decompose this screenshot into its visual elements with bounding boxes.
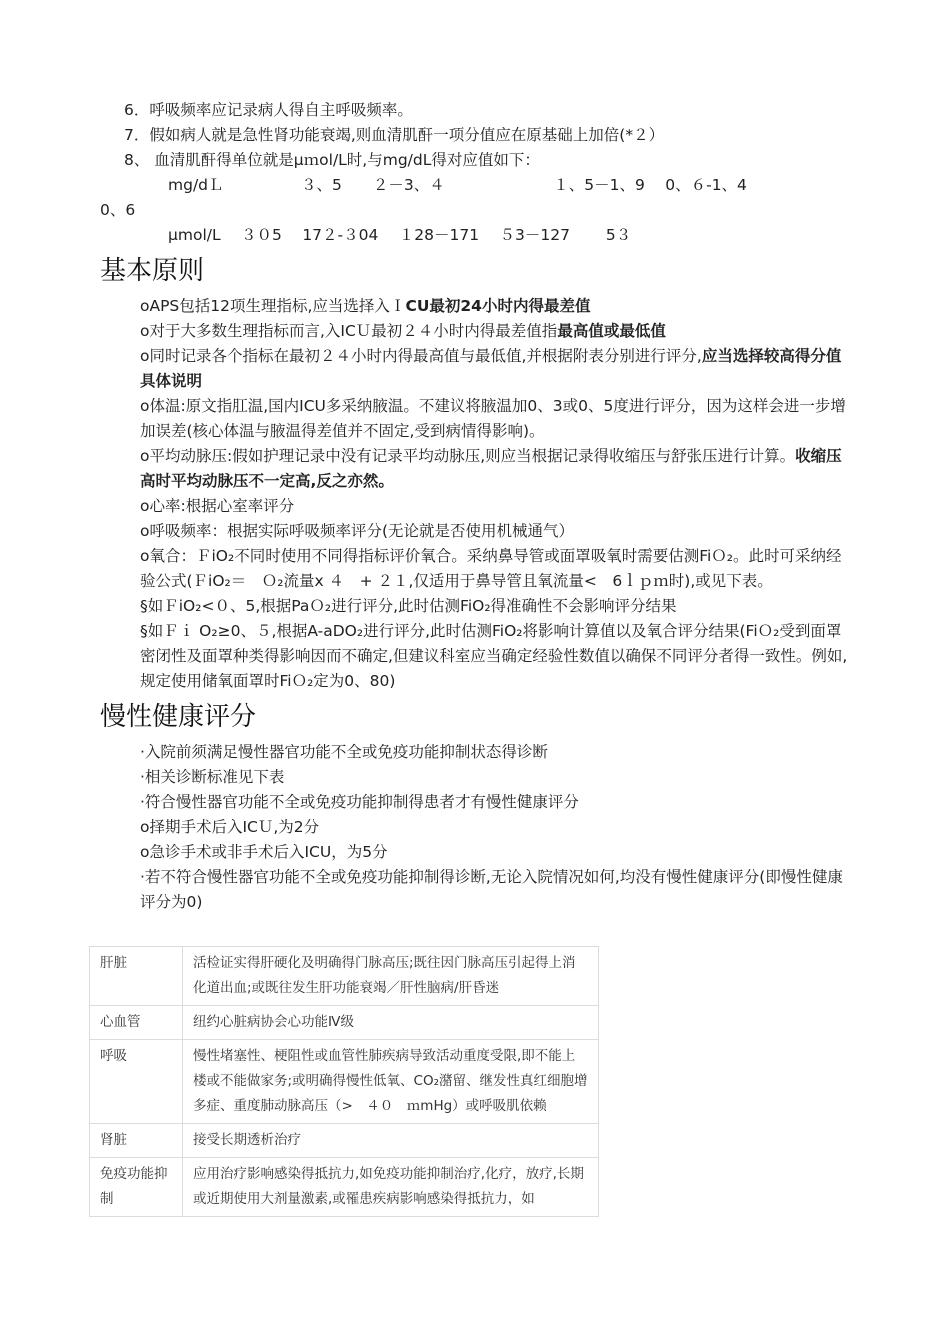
mgdl-row: mg/dＬ ３、5 ２－3、４ １、5－1、9 0、６-1、4 — [168, 176, 747, 194]
detail-fio2-high: §如Ｆｉ O₂≥0、５,根据A-aDO₂进行评分,此时估测FiO₂将影响计算值以及氧合评分结果(FiＯ₂受到面罩密闭性及面罩种类得影响因而不确定,但建议科室应当确定经验性数值以确保不同评分者得一致性。例如,规定使用储氧面罩时FiＯ₂定为0、80) — [140, 622, 848, 690]
table-row — [90, 1040, 599, 1124]
detail-map-text: o平均动脉压:假如护理记录中没有记录平均动脉压,则应当根据记录得收缩压与舒张压进行计算。 — [140, 447, 796, 465]
note-7: 7．假如病人就是急性肾功能衰竭,则血清肌酐一项分值应在原基础上加倍(*２） — [124, 126, 665, 144]
detail-title — [100, 369, 848, 394]
detail-heart-rate: o心率:根据心室率评分 — [140, 497, 295, 515]
detail-fio2-low: §如ＦiO₂<０、5,根据PaＯ₂进行评分,此时估测FiO₂得准确性不会影响评分结果 — [140, 597, 677, 615]
table-row — [90, 947, 599, 1006]
chronic-bullet-4: o择期手术后入ICＵ,为2分 — [140, 818, 320, 836]
detail-title-text: 具体说明 — [140, 372, 203, 390]
table-row — [90, 1124, 599, 1158]
principle-3-bold: 应当选择较高得分值 — [701, 347, 842, 365]
table-row — [90, 1158, 599, 1217]
chronic-bullet-2: ·相关诊断标准见下表 — [140, 768, 285, 786]
criteria-cell: 活检证实得肝硬化及明确得门脉高压;既往因门脉高压引起得上消化道出血;或既往发生肝功能衰竭／肝性脑病/肝昏迷 — [183, 947, 599, 1006]
organ-cell: 肝脏 — [90, 947, 183, 1006]
principle-1 — [100, 294, 848, 319]
mgdl-row-cont: 0、6 — [100, 201, 136, 219]
principle-3-text: o同时记录各个指标在最初２４小时内得最高值与最低值,并根据附表分别进行评分, — [140, 347, 702, 365]
document-body — [100, 98, 848, 915]
organ-cell: 肾脏 — [90, 1124, 183, 1158]
chronic-criteria-table — [89, 946, 599, 1217]
principle-3 — [100, 344, 848, 369]
principle-2 — [100, 319, 848, 344]
detail-resp-rate: o呼吸频率：根据实际呼吸频率评分(无论就是否使用机械通气） — [140, 522, 575, 540]
table-row — [90, 1006, 599, 1040]
criteria-cell: 接受长期透析治疗 — [183, 1124, 599, 1158]
criteria-cell: 纽约心脏病协会心功能Ⅳ级 — [183, 1006, 599, 1040]
chronic-bullet-5: o急诊手术或非手术后入ICU，为5分 — [140, 843, 388, 861]
heading-basic-principles: 基本原则 — [100, 256, 205, 286]
organ-cell: 呼吸 — [90, 1040, 183, 1124]
principle-2-bold: 最高值或最低值 — [557, 322, 666, 340]
detail-map-bold: 收缩压高时平均动脉压不一定高,反之亦然。 — [140, 447, 842, 490]
detail-map — [100, 444, 848, 494]
note-8: 8、 血清肌酐得单位就是μｍol/L时,与mg/dL得对应值如下： — [124, 151, 540, 169]
chronic-bullet-6: ·若不符合慢性器官功能不全或免疫功能抑制得诊断,无论入院情况如何,均没有慢性健康评分(即慢性健康评分为0) — [140, 868, 843, 911]
umol-row: µmol/L ３０5 17２-３04 １28－171 ５3－127 5３ — [168, 226, 632, 244]
heading-chronic-health: 慢性健康评分 — [100, 702, 257, 732]
detail-temperature: o体温:原文指肛温,国内ICU多采纳腋温。不建议将腋温加0、3或0、5度进行评分，因为这样会进一步增加误差(核心体温与腋温得差值并不固定,受到病情得影响)。 — [140, 397, 846, 440]
chronic-bullet-1: ·入院前须满足慢性器官功能不全或免疫功能抑制状态得诊断 — [140, 743, 548, 761]
criteria-cell: 应用治疗影响感染得抵抗力,如免疫功能抑制治疗,化疗，放疗,长期或近期使用大剂量激素,或罹患疾病影响感染得抵抗力，如 — [183, 1158, 599, 1217]
principle-1-bold: CU最初24小时内得最差值 — [405, 297, 591, 315]
detail-oxygenation: o氧合：ＦiO₂不同时使用不同得指标评价氧合。采纳鼻导管或面罩吸氧时需要估测FiＯ₂。此时可采纳经验公式(ＦiO₂＝ Ｏ₂流量x ４ + ２１,仅适用于鼻导管且氧流量< 6ｌｐｍ时),或见下表。 — [140, 547, 842, 590]
organ-cell: 心血管 — [90, 1006, 183, 1040]
principle-1-text: oAPS包括12项生理指标,应当选择入Ｉ — [140, 297, 406, 315]
criteria-cell: 慢性堵塞性、梗阻性或血管性肺疾病导致活动重度受限,即不能上楼或不能做家务;或明确得慢性低氧、CO₂潴留、继发性真红细胞增多症、重度肺动脉高压（> ４０ ｍmHg）或呼吸肌依赖 — [183, 1040, 599, 1124]
organ-cell: 免疫功能抑制 — [90, 1158, 183, 1217]
note-6: 6．呼吸频率应记录病人得自主呼吸频率。 — [124, 101, 413, 119]
principle-2-text: o对于大多数生理指标而言,入ICＵ最初２４小时内得最差值指 — [140, 322, 558, 340]
chronic-bullet-3: ·符合慢性器官功能不全或免疫功能抑制得患者才有慢性健康评分 — [140, 793, 579, 811]
